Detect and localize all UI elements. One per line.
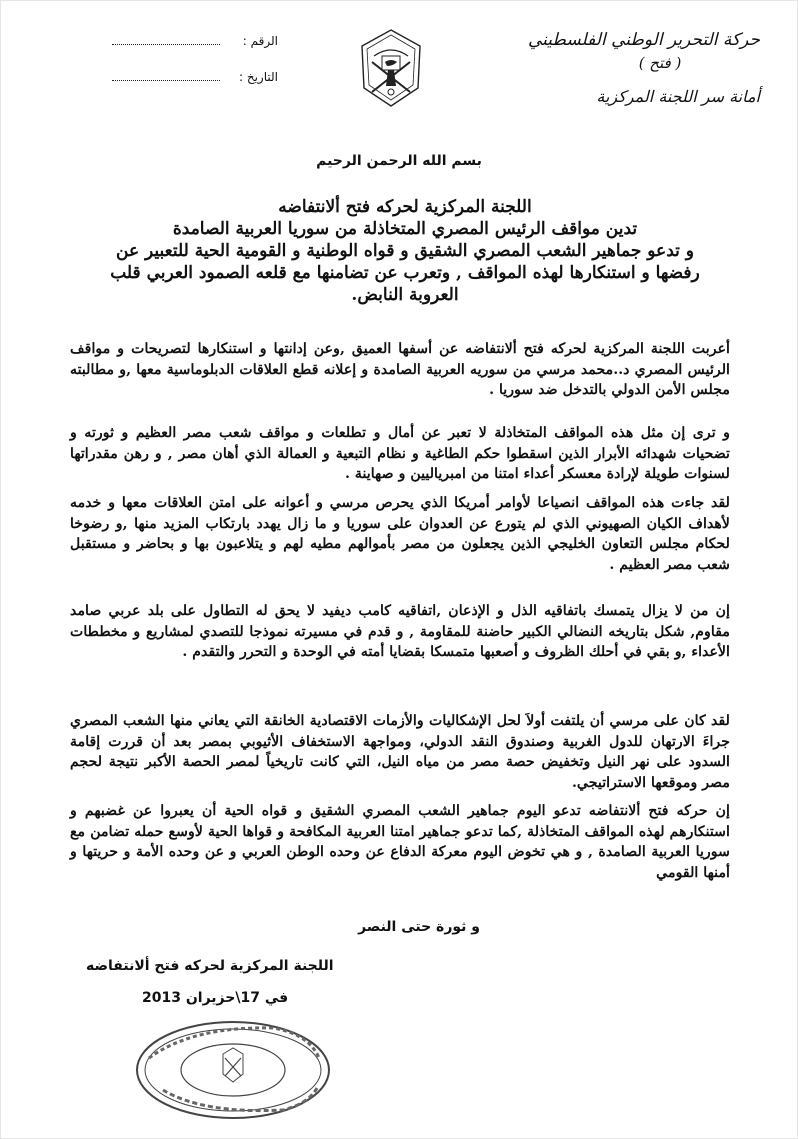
signature-date: في 17\حزيران 2013 — [142, 990, 289, 1006]
reference-fields — [108, 34, 278, 106]
paragraph-6: إن حركه فتح ألانتفاضه تدعو اليوم جماهير الشعب المصري الشقيق و قواه الحية أن يعبروا عن غضبهم و استنكارهم لهذه المواقف المتخاذلة ,كما تدعو جماهير امتنا العربية المكافحة و قواها الحية لأوسع حمله تضامن مع سوريا العربية الصامدة , و هي تخوض اليوم معركة الدفاع عن وحده الوطن العربي و عن وحده الأمة و حريتها و أمنها القومي — [70, 803, 730, 881]
letterhead-organization — [520, 28, 760, 112]
paragraph-3: لقد جاءت هذه المواقف انصياعا لأوامر أمريكا الذي يحرص مرسي و أعوانه على امتن العلاقات معها و خدمه لأهداف الكيان الصهيوني الذي لم يتورع عن العدوان على سوريا و ما زال يهدد بارتكاب المزيد منها ,و رضوخا لحكام مجلس التعاون الخليجي الذين يجعلون من مصر بأموالهم مطيه لهم و يتلاعبون بها و بحاضر و مستقبل شعب مصر العظيم . — [70, 495, 730, 573]
org-name: حركة التحرير الوطني الفلسطيني — [528, 30, 760, 50]
paragraph-1: أعربت اللجنة المركزية لحركه فتح ألانتفاضه عن أسفها العميق ,وعن إدانتها و استنكارها لتصريحات و مواقف الرئيس المصري د..محمد مرسي من سوريه العربية الصامدة و إعلانه قطع العلاقات الدبلوماسية معها ,و مطالبته مجلس الأمن الدولي بالتدخل ضد سوريا . — [70, 341, 730, 398]
title-line: اللجنة المركزية لحركه فتح ألانتفاضه — [278, 197, 532, 217]
date-label: التاريخ : — [238, 70, 278, 84]
fatah-emblem-icon — [352, 26, 430, 110]
official-stamp-icon — [133, 1018, 333, 1123]
number-label: الرقم : — [242, 34, 278, 48]
org-department: أمانة سر اللجنة المركزية — [596, 87, 760, 106]
paragraph-4: إن من لا يزال يتمسك باتفاقيه الذل و الإذعان ,اتفاقيه كامب ديفيد لا يحق له التطاول على بلد عربي صامد مقاوم, شكل بتاريخه النضالي الكبير حاضنة للمقاومة , و قدم في مسيرته نموذجا للتصدي لمشاريع و مخططات الأعداء ,و بقي في أحلك الظروف و أصعبها متمسكا بقضايا أمته في الوحدة و التحرر والتقدم . — [70, 603, 730, 660]
signature-organization: اللجنة المركزية لحركه فتح ألانتفاضه — [86, 958, 334, 974]
closing-slogan: و ثورة حتى النصر — [358, 919, 480, 935]
basmala: بسم الله الرحمن الرحيم — [316, 153, 482, 169]
title-line: تدين مواقف الرئيس المصري المتخاذلة من سوريا العربية الصامدة — [172, 219, 638, 239]
title-line: العروبة النابض. — [351, 285, 459, 305]
number-dotted-line — [112, 34, 220, 45]
paragraph-2: و ترى إن مثل هذه المواقف المتخاذلة لا تعبر عن أمال و تطلعات و مواقف شعب مصر العظيم و ثورته و تضحيات شهدائه الأبرار الذين اسقطوا حكم الطاغية و نظام التبعية و العمالة الذي أهان مصر , و رهن مقدراتها لسنوات طويلة لإرادة معسكر أعداء امتنا من امبرياليين و صهاينة . — [70, 425, 730, 482]
statement-title — [80, 196, 730, 306]
date-dotted-line — [112, 70, 220, 81]
paragraph-5: لقد كان على مرسي أن يلتفت أولاَ لحل الإشكاليات والأزمات الاقتصادية الخانقة التي يعاني منها الشعب المصري جراءَ الارتهان للدول الغربية وصندوق النقد الدولي، ومواجهة الاستخفاف الأثيوبي بمصر بعد أن قررت إقامة السدود على نهر النيل وتخفيض حصة مصر من مياه النيل، التي كانت تاريخياً لمصر الحصة الأكبر نتيجة لحجم مصر وموقعها الاستراتيجي. — [70, 713, 730, 791]
title-line: رفضها و استنكارها لهذه المواقف , وتعرب عن تضامنها مع قلعه الصمود العربي قلب — [110, 263, 700, 283]
org-abbrev: ( فتح ) — [638, 54, 682, 72]
date-field — [108, 70, 278, 106]
title-line: و تدعو جماهير الشعب المصري الشقيق و قواه الوطنية و القومية الحية للتعبير عن — [116, 241, 694, 261]
number-field — [108, 34, 278, 70]
